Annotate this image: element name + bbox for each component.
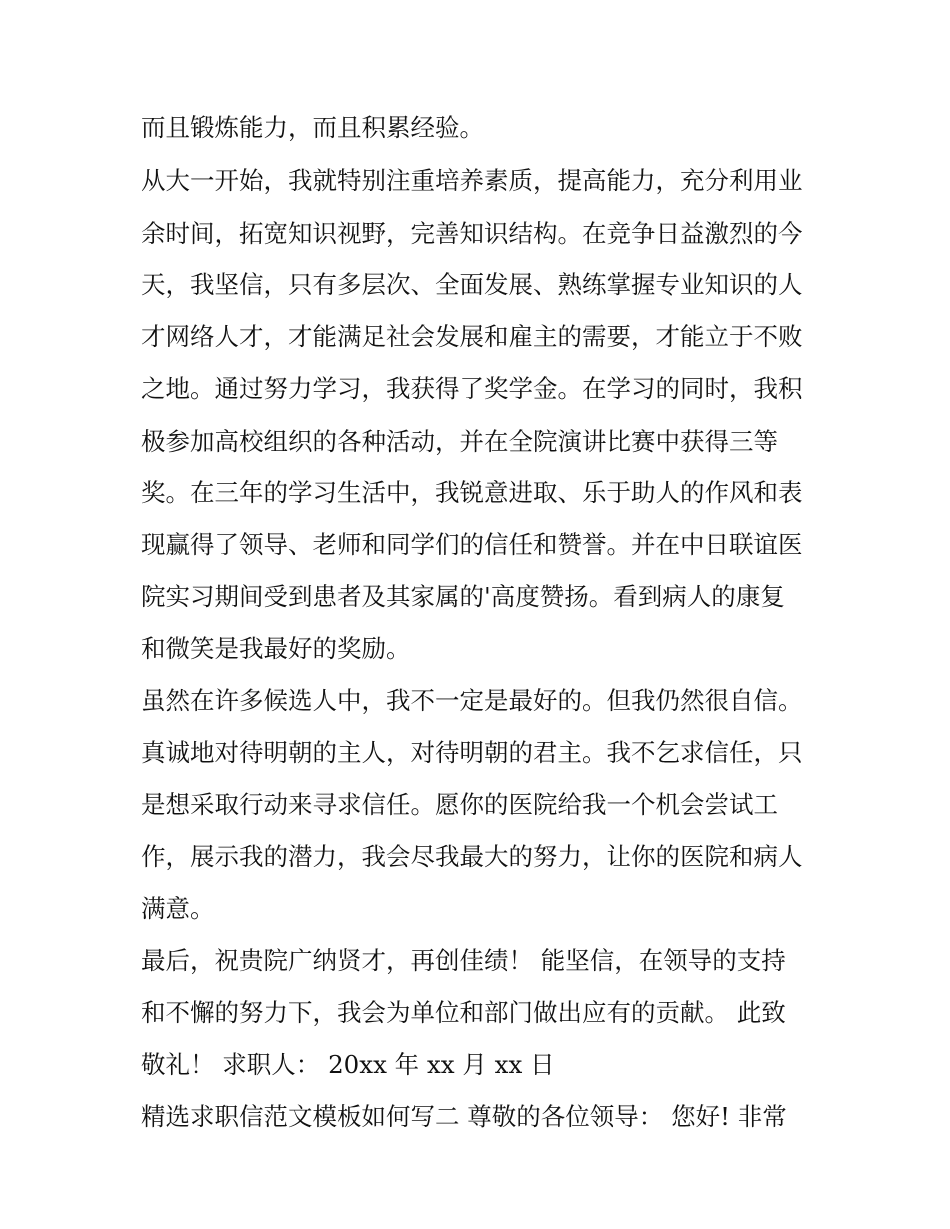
text-line: 作，展示我的潜力，我会尽我最大的努力，让你的医院和病人	[141, 842, 803, 871]
text-line: 和不懈的努力下，我会为单位和部门做出应有的贡献。 此致	[141, 998, 786, 1027]
text-line: 才网络人才，才能满足社会发展和雇主的需要，才能立于不败	[141, 322, 803, 351]
text-line: 院实习期间受到患者及其家属的'高度赞扬。看到病人的康复	[141, 582, 785, 611]
text-line: 满意。	[141, 894, 215, 923]
text-line: 是想采取行动来寻求信任。愿你的医院给我一个机会尝试工	[141, 790, 778, 819]
text-line: 天，我坚信，只有多层次、全面发展、熟练掌握专业知识的人	[141, 270, 803, 299]
text-line: 极参加高校组织的各种活动，并在全院演讲比赛中获得三等	[141, 427, 778, 456]
text-line: 现赢得了领导、老师和同学们的信任和赞誉。并在中日联谊医	[141, 530, 803, 559]
text-line: 虽然在许多候选人中，我不一定是最好的。但我仍然很自信。	[141, 686, 803, 715]
text-line: 敬礼！ 求职人： 20xx 年 xx 月 xx 日	[141, 1050, 555, 1079]
text-line: 从大一开始，我就特别注重培养素质，提高能力，充分利用业	[141, 166, 803, 195]
text-line: 和微笑是我最好的奖励。	[141, 634, 411, 663]
text-line: 真诚地对待明朝的主人，对待明朝的君主。我不乞求信任，只	[141, 738, 803, 767]
text-line: 而且锻炼能力，而且积累经验。	[141, 113, 484, 142]
text-line: 奖。在三年的学习生活中，我锐意进取、乐于助人的作风和表	[141, 478, 803, 507]
text-line: 余时间，拓宽知识视野，完善知识结构。在竞争日益激烈的今	[141, 219, 803, 248]
text-line: 最后，祝贵院广纳贤才，再创佳绩！ 能坚信，在领导的支持	[141, 946, 786, 975]
text-line: 之地。通过努力学习，我获得了奖学金。在学习的同时，我积	[141, 374, 803, 403]
text-line: 精选求职信范文模板如何写二 尊敬的各位领导： 您好! 非常	[141, 1102, 787, 1131]
